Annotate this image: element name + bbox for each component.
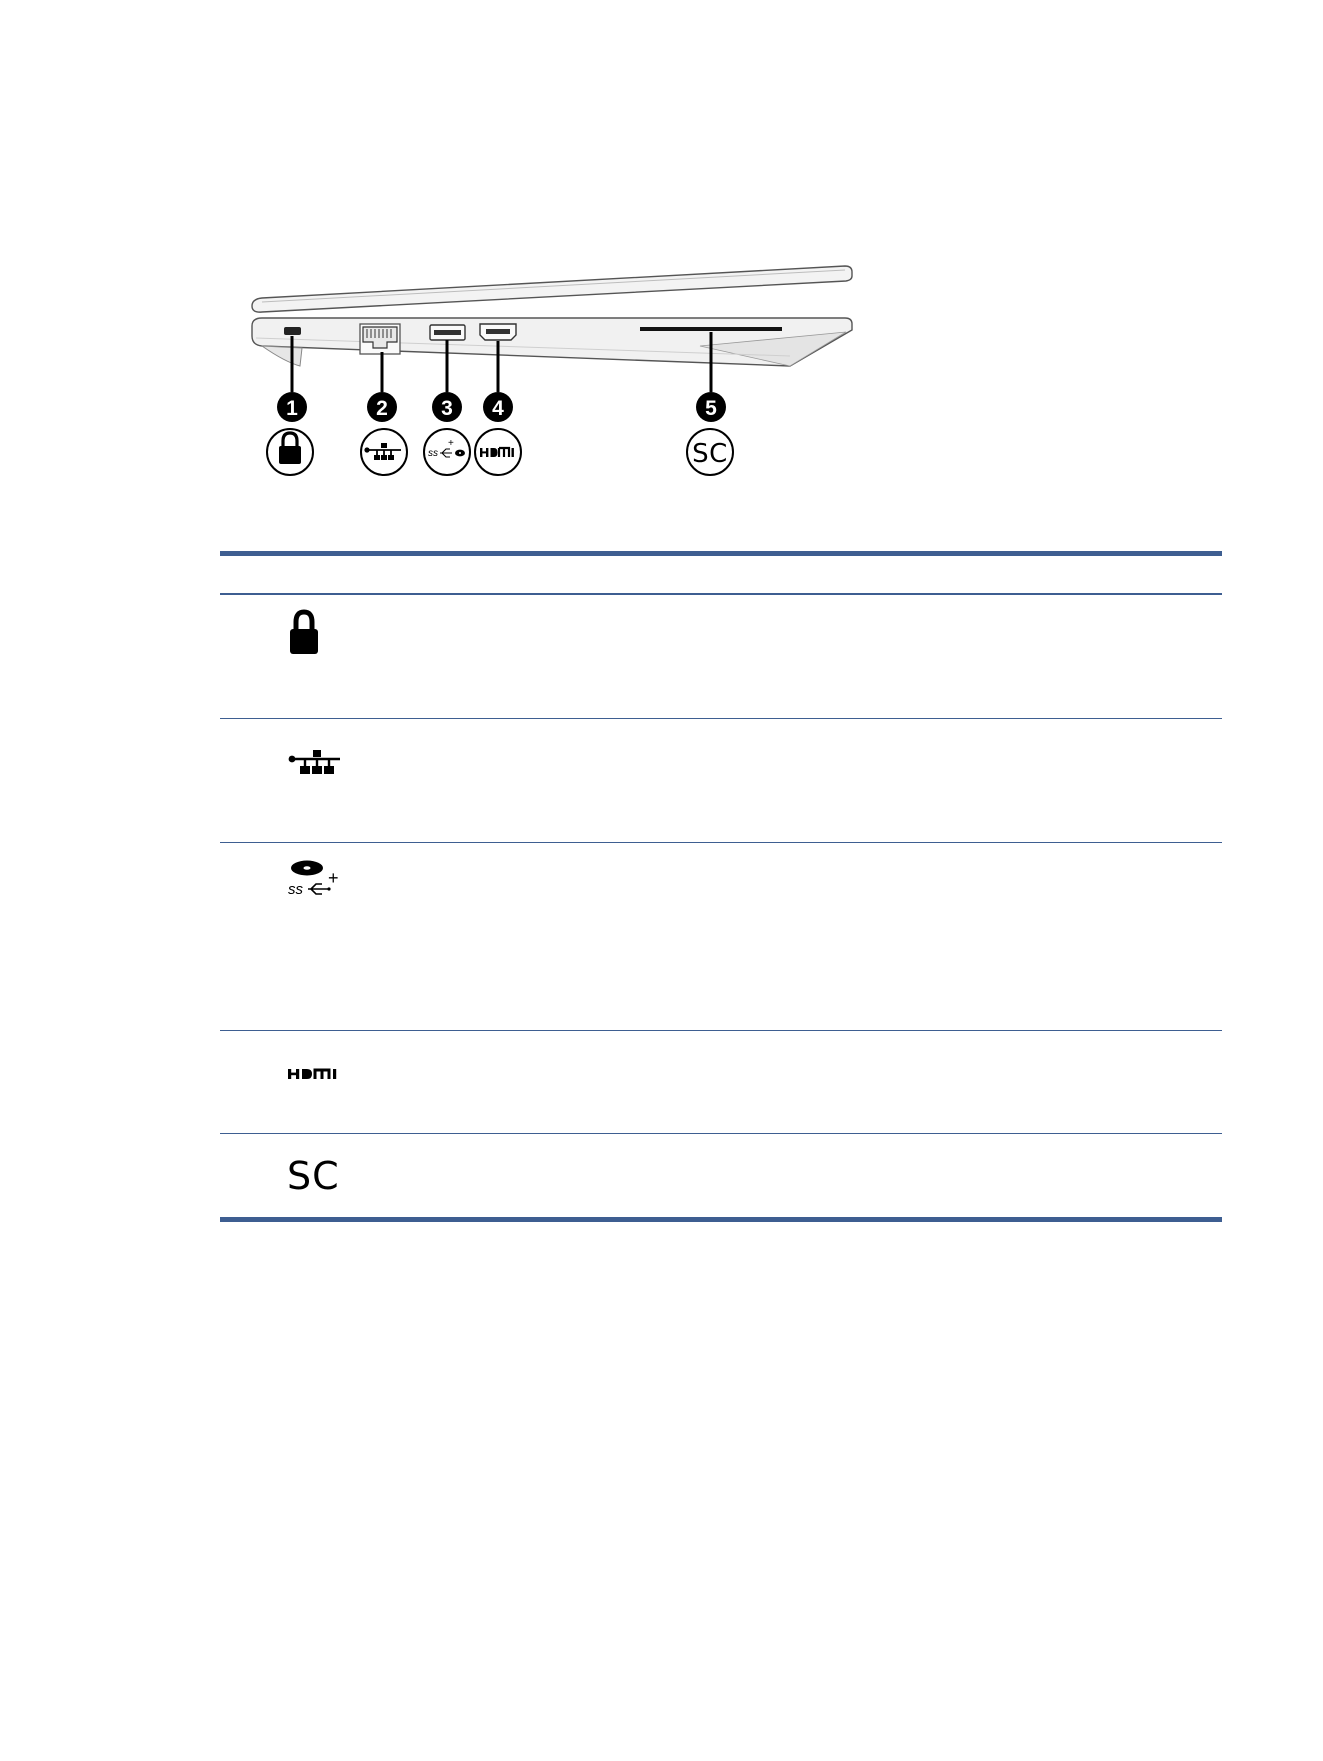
smart-card-glyph: SC xyxy=(692,439,728,469)
callout-number-4: 4 xyxy=(492,397,504,420)
laptop-lid xyxy=(252,266,852,312)
description-cell xyxy=(360,842,1222,1030)
description-cell xyxy=(360,1030,1222,1133)
ethernet-icon xyxy=(361,429,407,475)
svg-text:+: + xyxy=(328,867,339,888)
table-header-row xyxy=(220,556,1222,594)
usb-superspeed-plus-charging-icon xyxy=(288,859,344,901)
header-cell-description xyxy=(360,556,1222,594)
usb-a-port xyxy=(430,325,465,340)
laptop-base xyxy=(252,318,852,366)
lock-icon xyxy=(267,429,313,475)
header-cell-component xyxy=(220,556,360,594)
table-row xyxy=(220,1133,1222,1219)
svg-text:ss: ss xyxy=(288,880,303,898)
table-row xyxy=(220,842,1222,1030)
security-cable-slot xyxy=(284,327,301,335)
callout-number-2: 2 xyxy=(376,397,388,420)
description-cell xyxy=(360,594,1222,718)
smart-card-icon xyxy=(687,429,733,475)
smart-card-icon: SC xyxy=(287,1153,340,1198)
description-cell xyxy=(360,1133,1222,1219)
callout-badge-5 xyxy=(696,392,726,422)
description-cell xyxy=(360,718,1222,842)
table-row xyxy=(220,718,1222,842)
callout-badge-1 xyxy=(277,392,307,422)
callout-badge-2 xyxy=(367,392,397,422)
svg-text:+: + xyxy=(448,438,454,449)
callout-number-3: 3 xyxy=(441,397,453,420)
smart-card-slot xyxy=(640,327,782,331)
table-row xyxy=(220,594,1222,718)
hdmi-icon xyxy=(288,1068,342,1080)
svg-text:ss: ss xyxy=(428,448,438,459)
callout-badge-3 xyxy=(432,392,462,422)
usb-superspeed-plus-icon xyxy=(424,429,470,475)
left-side-components-table xyxy=(220,551,1222,1222)
lock-icon xyxy=(288,609,320,657)
ethernet-icon xyxy=(288,750,342,776)
callout-badge-4 xyxy=(483,392,513,422)
laptop-left-side-illustration xyxy=(0,0,1323,520)
hdmi-port xyxy=(480,324,516,340)
hdmi-icon xyxy=(475,429,521,475)
table-row xyxy=(220,1030,1222,1133)
callout-number-5: 5 xyxy=(705,397,717,420)
callout-number-1: 1 xyxy=(286,397,298,420)
rj45-jack xyxy=(360,324,400,354)
